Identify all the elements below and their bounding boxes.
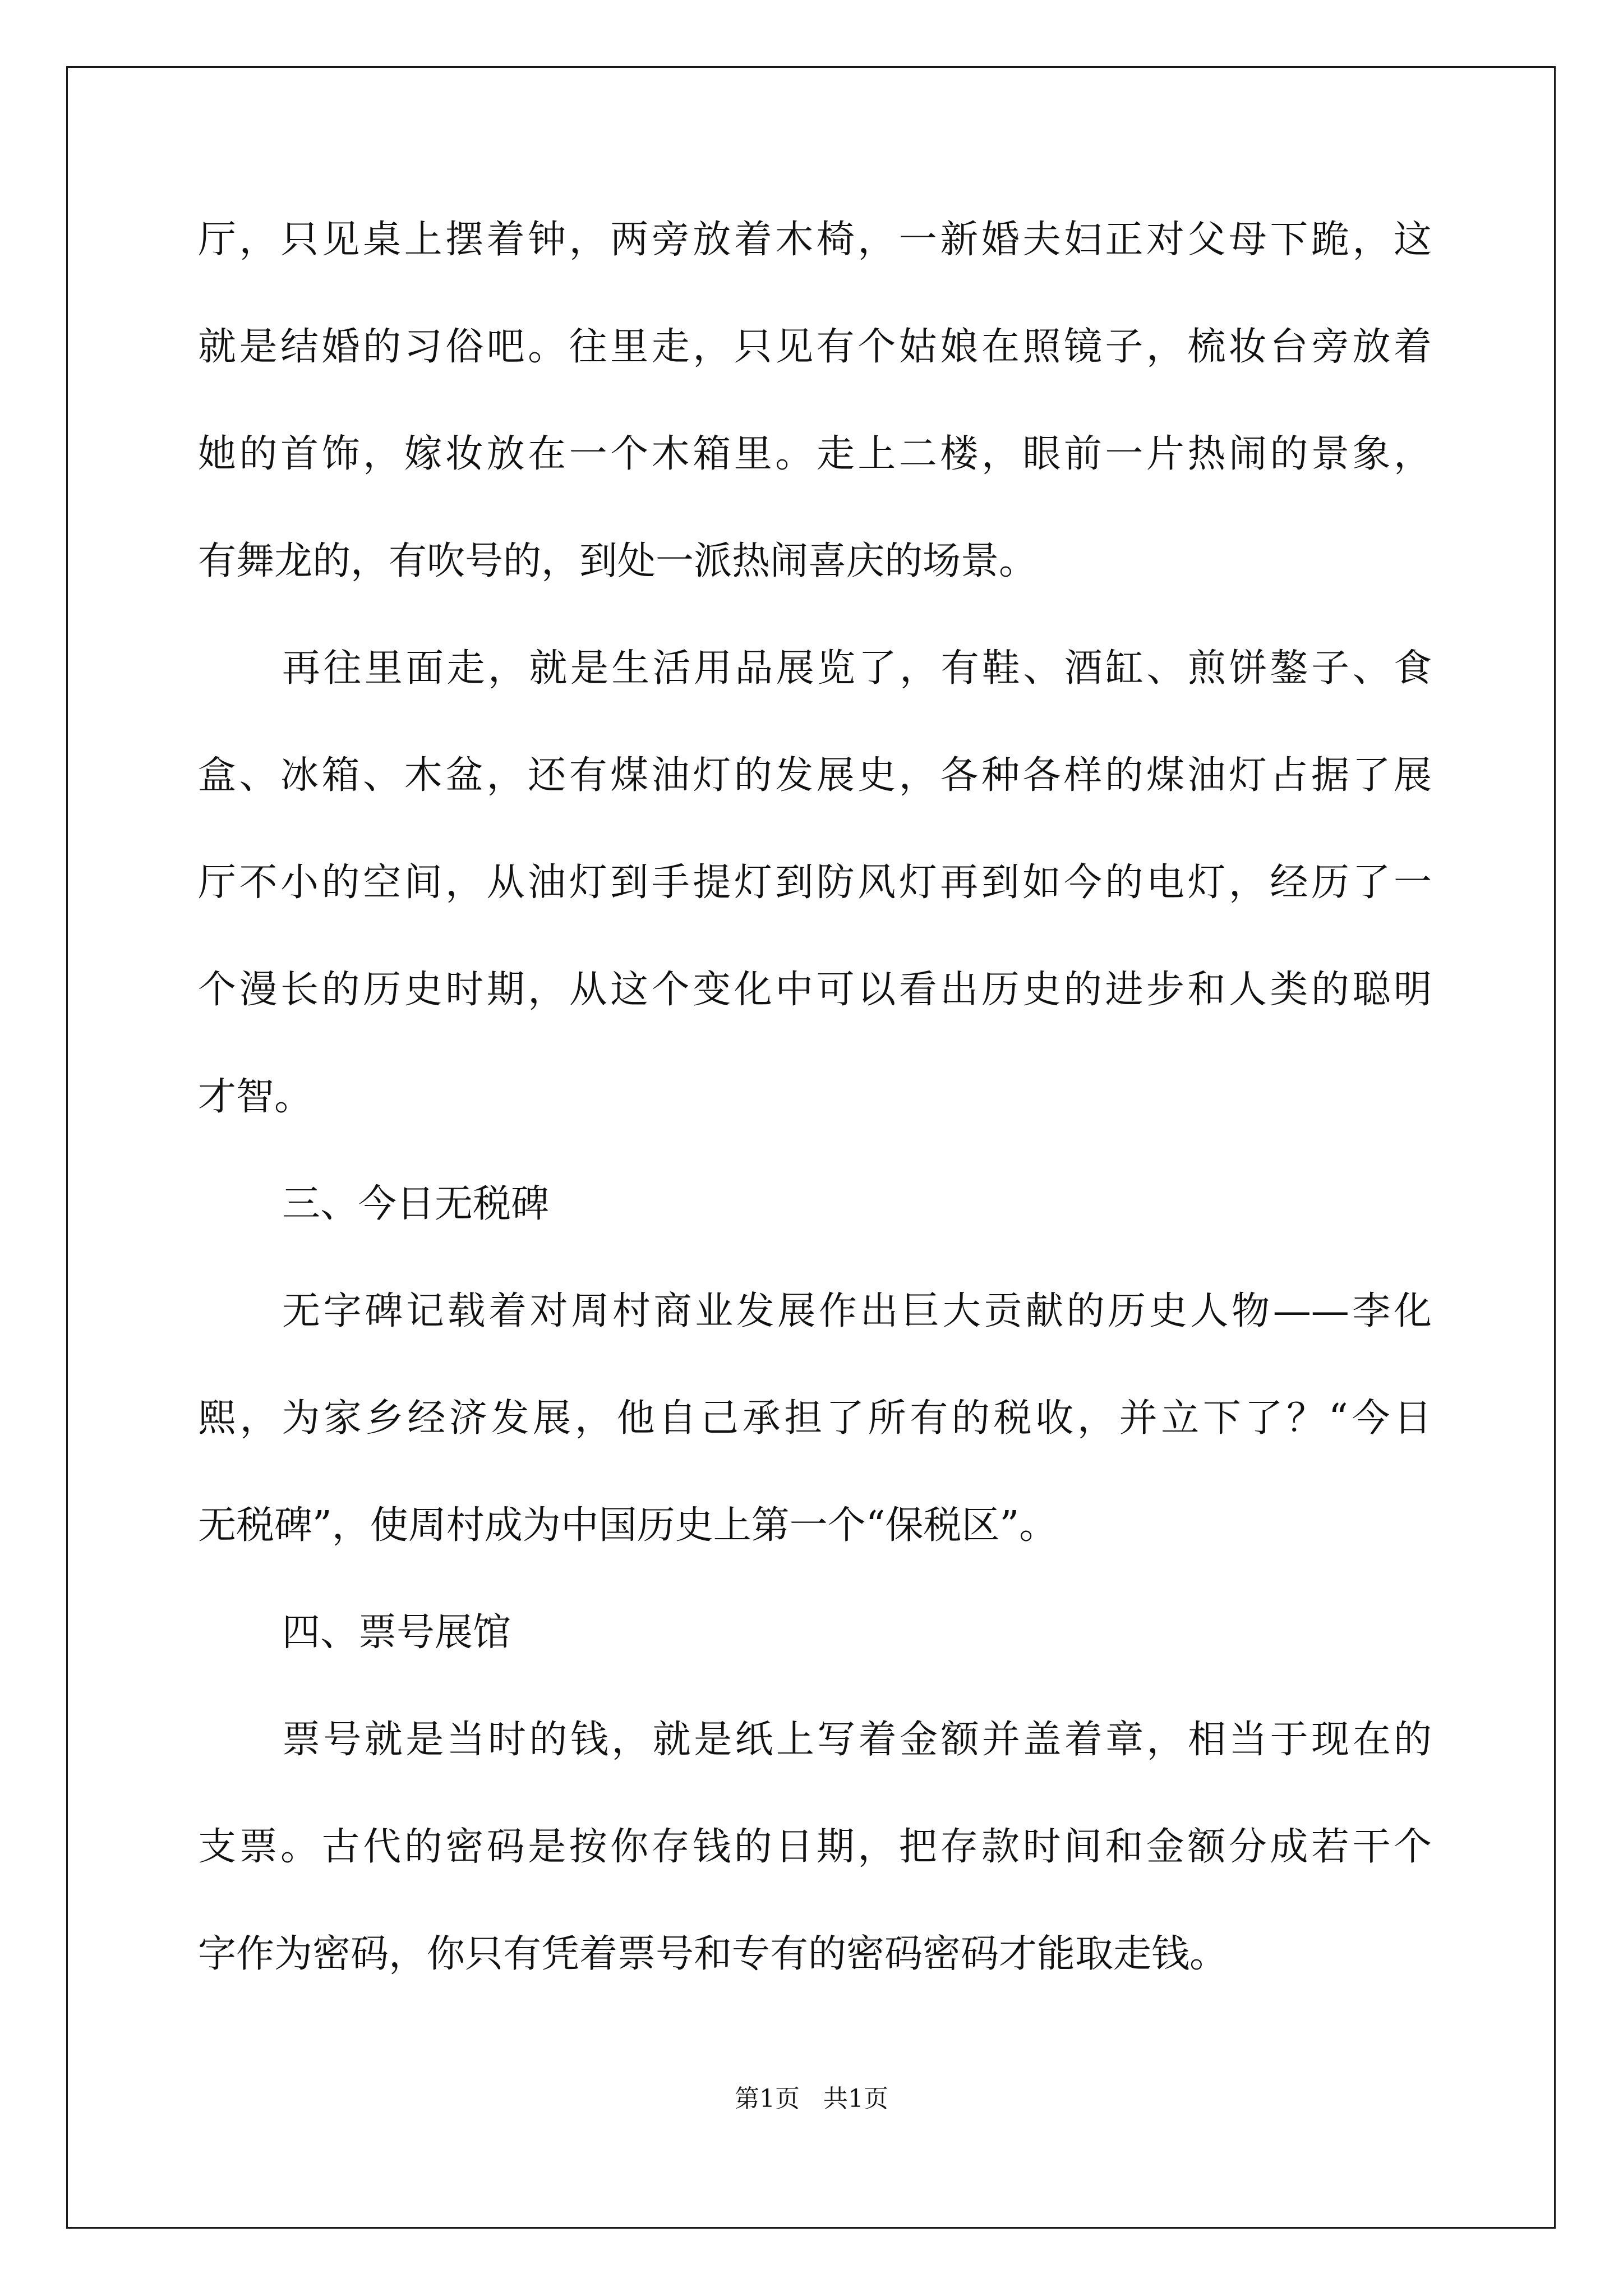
section-heading-3: 三、今日无税碑 xyxy=(282,1182,550,1226)
text-line-17: 字作为密码，你只有凭着票号和专有的密码密码才能取走钱。 xyxy=(198,1932,1228,1976)
text-line-11: 无字碑记载着对周村商业发展作出巨大贡献的历史人物——李化 xyxy=(282,1289,1432,1333)
text-line-13: 无税碑”，使周村成为中国历史上第一个“保税区”。 xyxy=(198,1503,1058,1548)
section-heading-4: 四、票号展馆 xyxy=(282,1611,511,1655)
text-line-2: 就是结婚的习俗吧。往里走，只见有个姑娘在照镜子，梳妆台旁放着 xyxy=(198,325,1432,369)
text-line-1: 厅，只见桌上摆着钟，两旁放着木椅，一新婚夫妇正对父母下跪，这 xyxy=(198,218,1432,262)
text-line-3: 她的首饰，嫁妆放在一个木箱里。走上二楼，眼前一片热闹的景象， xyxy=(198,432,1432,476)
document-body xyxy=(198,213,1432,1981)
text-line-5: 再往里面走，就是生活用品展览了，有鞋、酒缸、煎饼鏊子、食 xyxy=(282,646,1432,691)
page-number-footer: 第1页 共1页 xyxy=(735,2085,888,2113)
text-line-6: 盒、冰箱、木盆，还有煤油灯的发展史，各种各样的煤油灯占据了展 xyxy=(198,753,1432,798)
text-line-15: 票号就是当时的钱，就是纸上写着金额并盖着章，相当于现在的 xyxy=(282,1718,1432,1762)
text-line-12: 熙，为家乡经济发展，他自己承担了所有的税收，并立下了？“今日 xyxy=(198,1396,1432,1441)
text-line-4: 有舞龙的，有吹号的，到处一派热闹喜庆的场景。 xyxy=(198,539,1038,583)
text-line-16: 支票。古代的密码是按你存钱的日期，把存款时间和金额分成若干个 xyxy=(198,1825,1432,1869)
text-line-8: 个漫长的历史时期，从这个变化中可以看出历史的进步和人类的聪明 xyxy=(198,968,1432,1012)
text-line-9: 才智。 xyxy=(198,1075,313,1119)
text-line-7: 厅不小的空间，从油灯到手提灯到防风灯再到如今的电灯，经历了一 xyxy=(198,861,1432,905)
